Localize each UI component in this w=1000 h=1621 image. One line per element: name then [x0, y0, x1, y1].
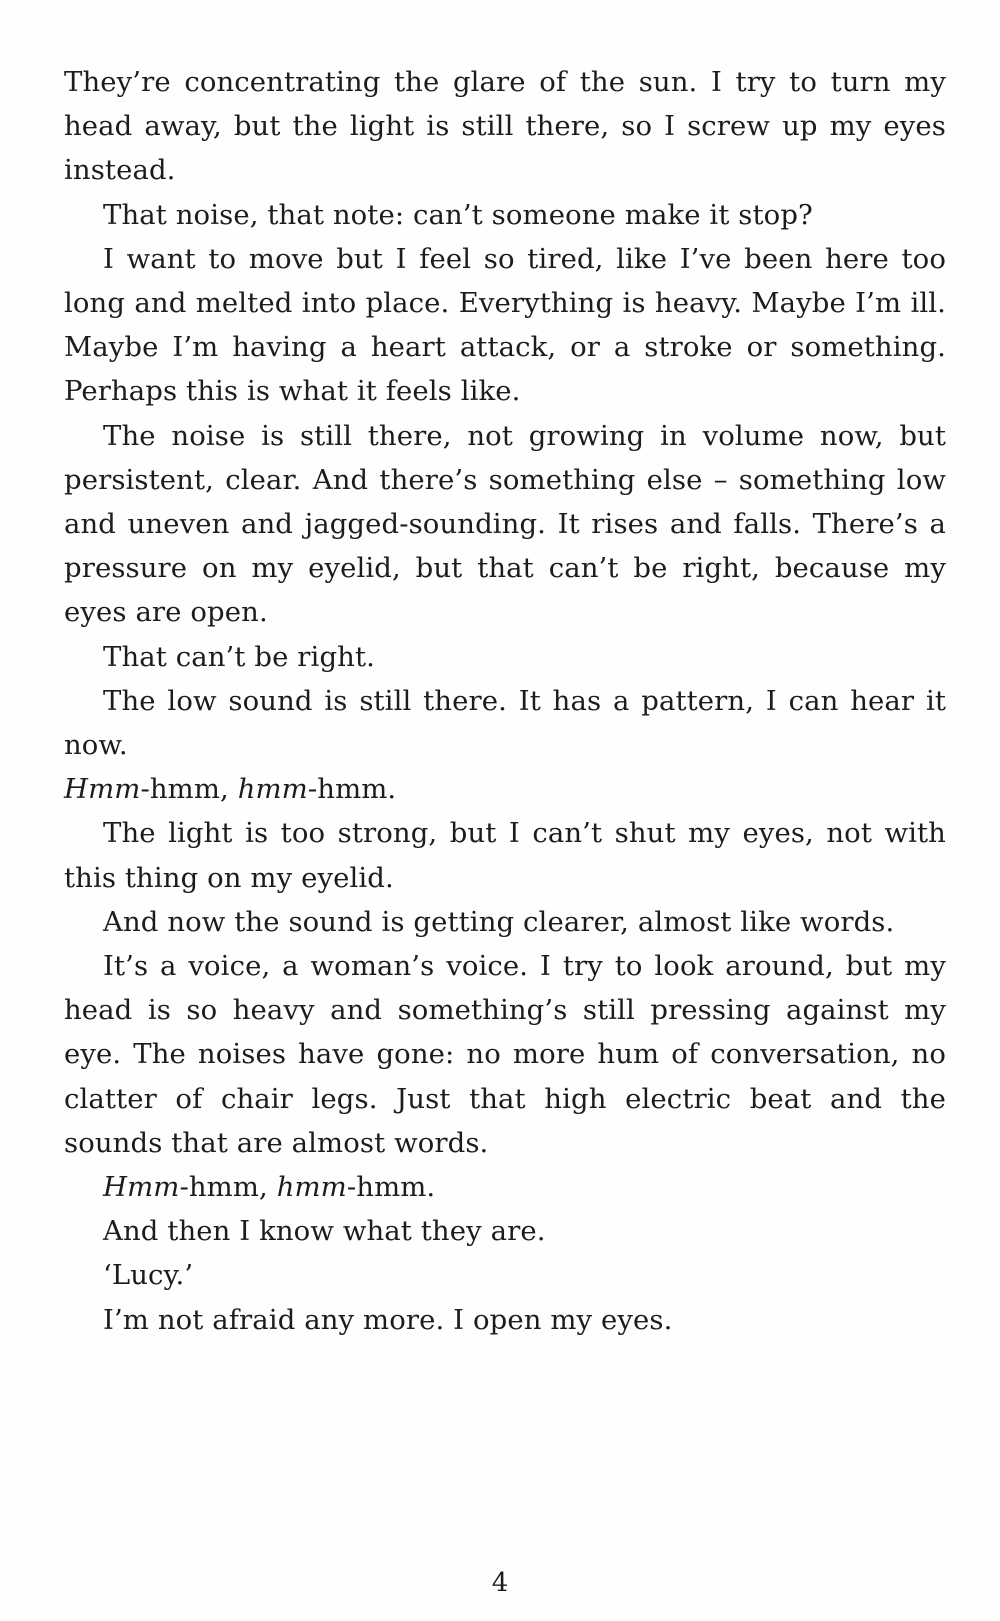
- paragraph: That noise, that note: can’t someone make it stop?: [103, 198, 813, 231]
- paragraph-hum: [64, 767, 946, 811]
- paragraph: ‘Lucy.’: [103, 1259, 194, 1292]
- paragraph: They’re concentrating the glare of the sun. I try to turn my head away, but the light is still there, so I screw up my eyes instead.: [64, 66, 946, 187]
- plain-text: -hmm,: [140, 773, 238, 806]
- paragraph: And then I know what they are.: [103, 1215, 546, 1248]
- paragraph: That can’t be right.: [103, 640, 375, 673]
- plain-text: -hmm.: [307, 773, 397, 806]
- paragraph: And now the sound is getting clearer, almost like words.: [103, 905, 895, 938]
- paragraph-hum: [64, 1165, 946, 1209]
- page-number: 4: [491, 1568, 509, 1598]
- italic-text: Hmm: [103, 1171, 180, 1204]
- paragraph: I’m not afraid any more. I open my eyes.: [103, 1303, 673, 1336]
- paragraph: The light is too strong, but I can’t shut my eyes, not with this thing on my eyelid.: [64, 817, 946, 894]
- plain-text: -hmm.: [346, 1171, 436, 1204]
- paragraph: I want to move but I feel so tired, like I’ve been here too long and melted into place. Everything is heavy. Maybe I’m ill. Maybe I’m having a heart attack, or a stroke or something. Perhaps this is what it feels like.: [64, 242, 946, 408]
- paragraph: It’s a voice, a woman’s voice. I try to look around, but my head is so heavy and something’s still pressing against my eye. The noises have gone: no more hum of conversation, no clatter of chair legs. Just that high electric beat and the sounds that are almost words.: [64, 950, 946, 1159]
- body-text: [64, 60, 946, 1342]
- paragraph: The noise is still there, not growing in volume now, but persistent, clear. And there’s something else – something low and uneven and jagged-sounding. It rises and falls. There’s a pressure on my eyelid, but that can’t be right, because my eyes are open.: [64, 419, 946, 629]
- italic-text: hmm: [276, 1171, 347, 1204]
- paragraph: The low sound is still there. It has a pattern, I can hear it now.: [64, 684, 946, 762]
- italic-text: hmm: [237, 773, 308, 806]
- plain-text: -hmm,: [179, 1171, 277, 1204]
- italic-text: Hmm: [64, 773, 141, 806]
